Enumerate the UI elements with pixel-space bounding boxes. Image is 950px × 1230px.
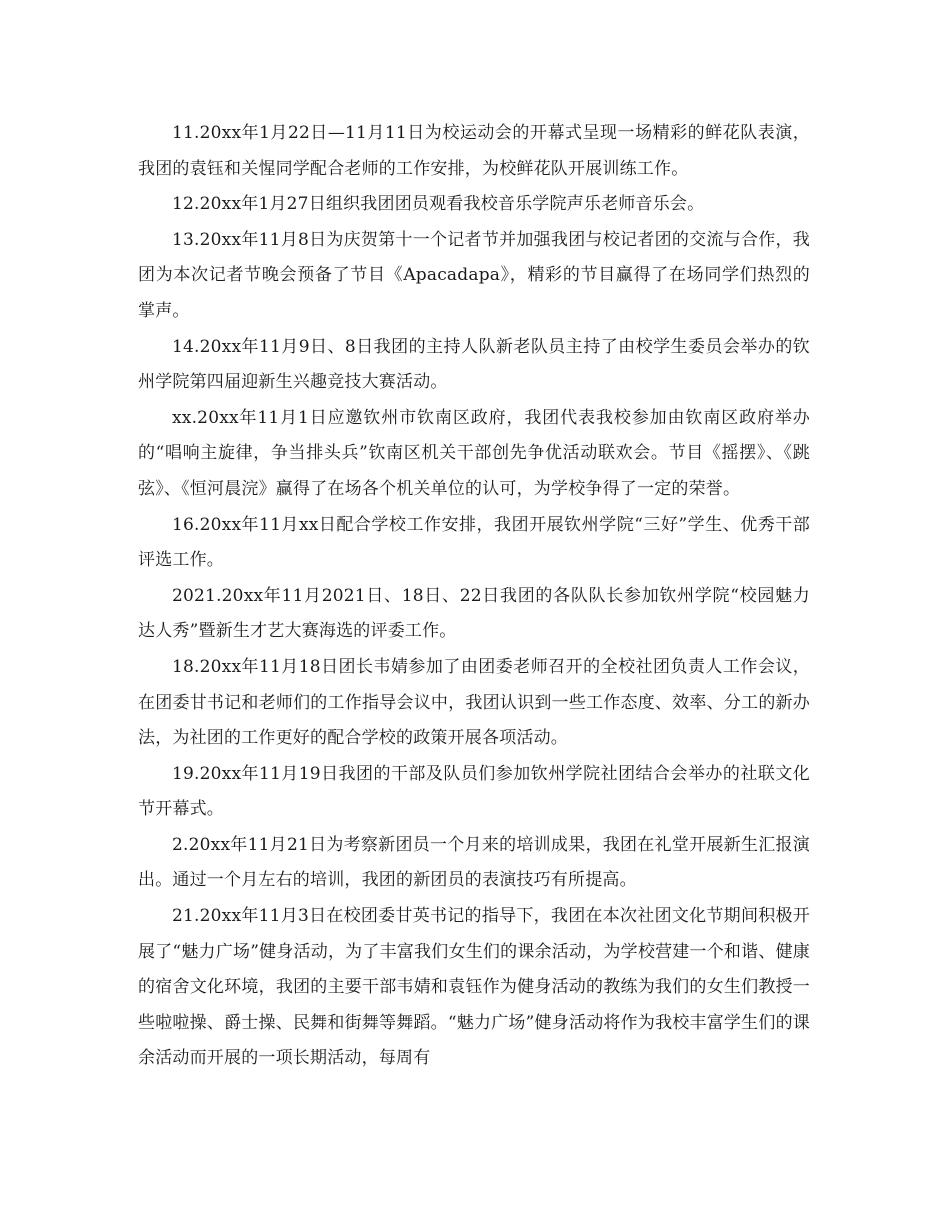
paragraph-14: 14.20xx年11月9日、8日我团的主持人队新老队员主持了由校学生委员会举办的钦州学院第四届迎新生兴趣竞技大赛活动。 [138, 336, 810, 393]
paragraph-2: 2.20xx年11月21日为考察新团员一个月来的培训成果，我团在礼堂开展新生汇报演出。通过一个月左右的培训，我团的新团员的表演技巧有所提高。 [138, 834, 810, 891]
paragraph-11: 11.20xx年1月22日—11月11日为校运动会的开幕式呈现一场精彩的鲜花队表演，我团的袁钰和关惺同学配合老师的工作安排，为校鲜花队开展训练工作。 [138, 123, 810, 179]
paragraph-19: 19.20xx年11月19日我团的干部及队员们参加钦州学院社团结合会举办的社联文化节开幕式。 [138, 763, 810, 820]
paragraph-21: 21.20xx年11月3日在校团委甘英书记的指导下，我团在本次社团文化节期间积极开展了“魅力广场”健身活动，为了丰富我们女生们的课余活动，为学校营建一个和谐、健康的宿舍文化环境，我团的主要干部韦婧和袁钰作为健身活动的教练为我们的女生们教授一些啦啦操、爵士操、民舞和街舞等舞蹈。“魅力广场”健身活动将作为我校丰富学生们的课余活动而开展的一项长期活动，每周有 [138, 906, 810, 1069]
paragraph-13: 13.20xx年11月8日为庆贺第十一个记者节并加强我团与校记者团的交流与合作，我团为本次记者节晚会预备了节目《Apacadapa》，精彩的节目赢得了在场同学们热烈的掌声。 [138, 229, 810, 321]
paragraph-12: 12.20xx年1月27日组织我团团员观看我校音乐学院声乐老师音乐会。 [172, 194, 705, 215]
document-body [138, 116, 810, 1077]
paragraph-16: 16.20xx年11月xx日配合学校工作安排，我团开展钦州学院“三好”学生、优秀干部评选工作。 [138, 514, 810, 571]
paragraph-2021: 2021.20xx年11月2021日、18日、22日我团的各队队长参加钦州学院“校园魅力达人秀”暨新生才艺大赛海选的评委工作。 [138, 585, 810, 642]
paragraph-xx: xx.20xx年11月1日应邀钦州市钦南区政府，我团代表我校参加由钦南区政府举办的“唱响主旋律，争当排头兵”钦南区机关干部创先争优活动联欢会。节目《摇摆》、《跳弦》、《恒河晨浣》赢得了在场各个机关单位的认可，为学校争得了一定的荣誉。 [138, 407, 810, 499]
paragraph-18: 18.20xx年11月18日团长韦婧参加了由团委老师召开的全校社团负责人工作会议，在团委甘书记和老师们的工作指导会议中，我团认识到一些工作态度、效率、分工的新办法，为社团的工作更好的配合学校的政策开展各项活动。 [138, 656, 810, 749]
